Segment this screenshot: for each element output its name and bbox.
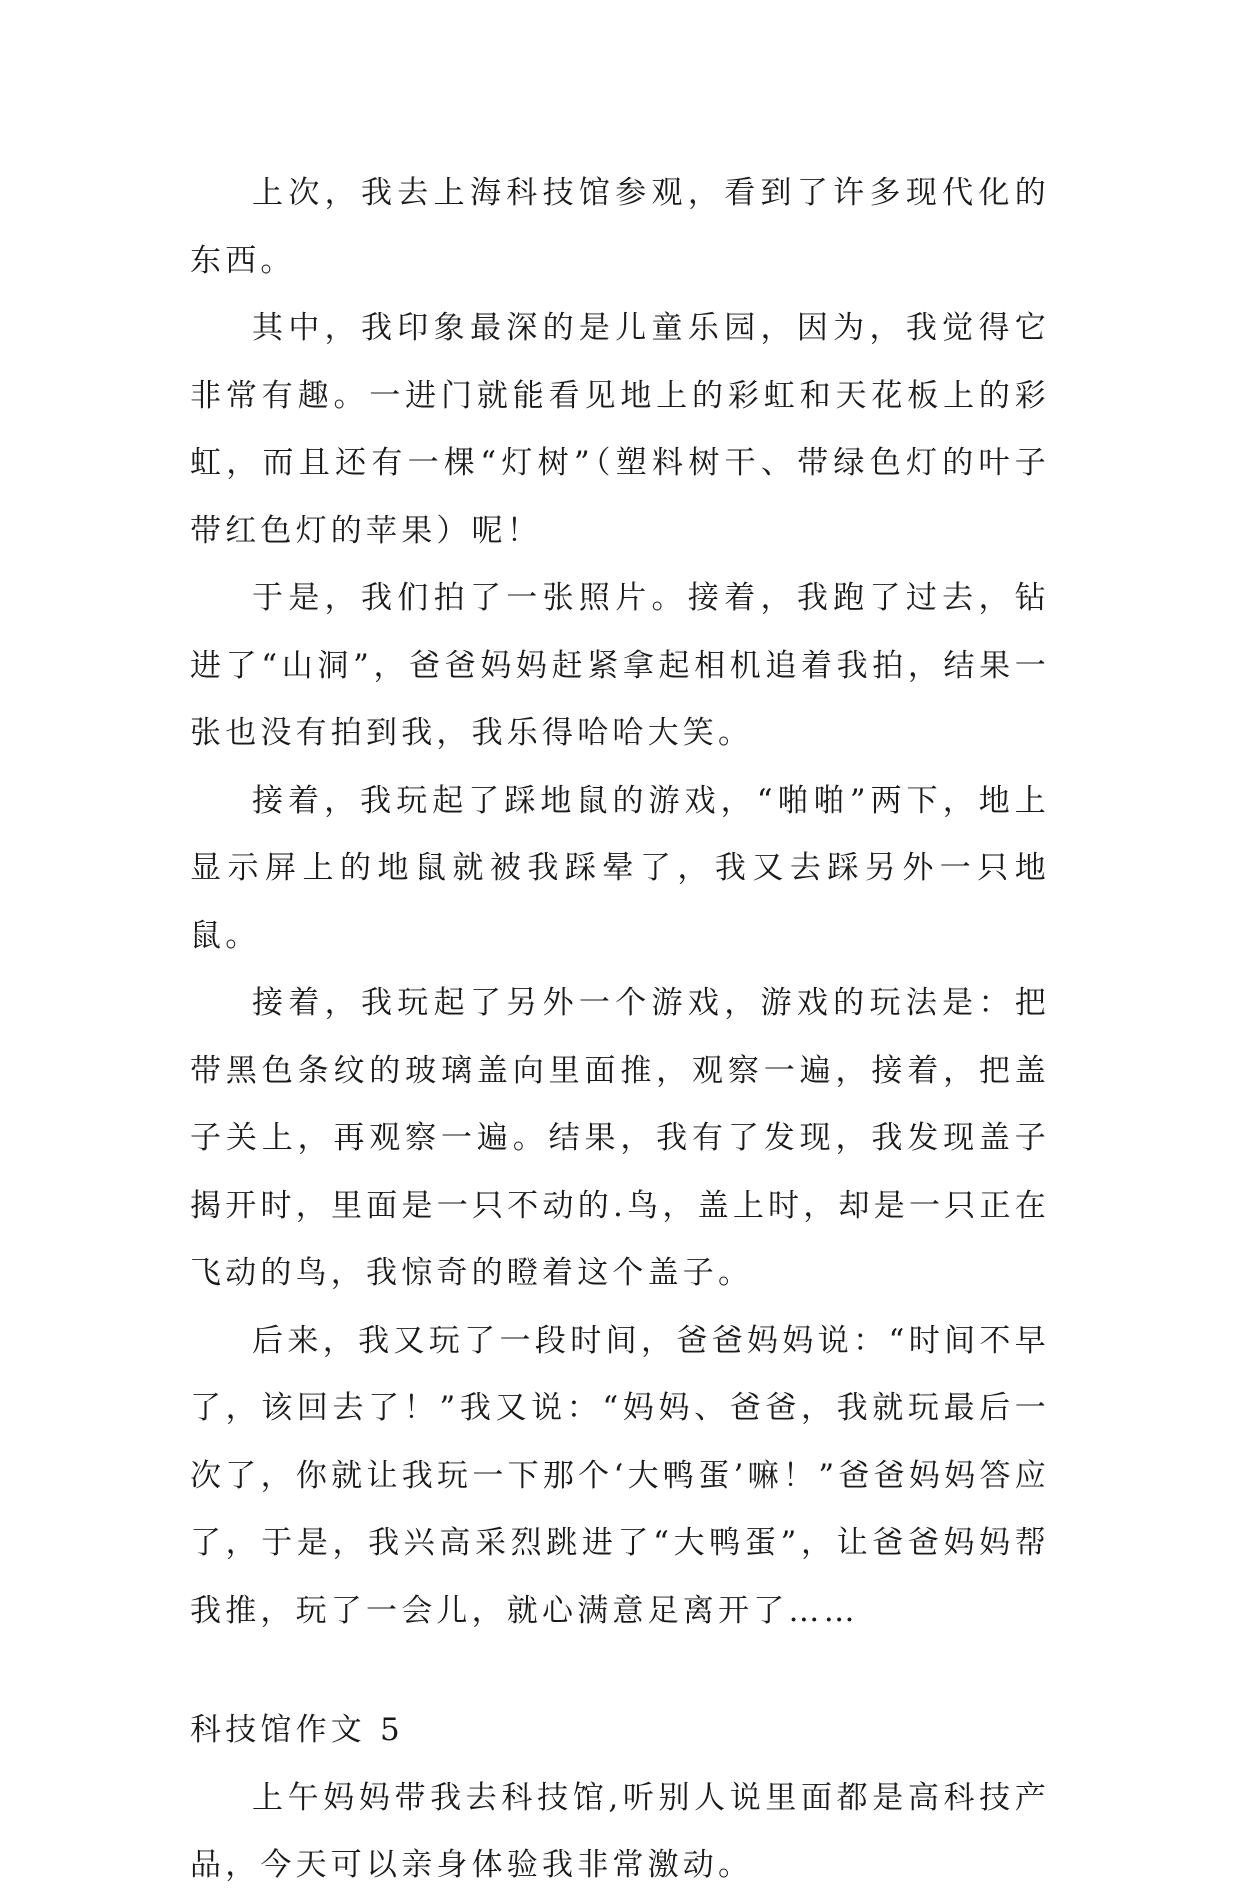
paragraph: 后来，我又玩了一段时间，爸爸妈妈说：“时间不早了，该回去了！”我又说：“妈妈、爸爸，我就玩最后一次了，你就让我玩一下那个‘大鸭蛋’嘛！”爸爸妈妈答应了，于是，我兴高采烈跳进了“大鸭蛋”，让爸爸妈妈帮我推，玩了一会儿，就心满意足离开了…… bbox=[190, 1322, 1050, 1629]
paragraph: 于是，我们拍了一张照片。接着，我跑了过去，钻进了“山洞”，爸爸妈妈赶紧拿起相机追着我拍，结果一张也没有拍到我，我乐得哈哈大笑。 bbox=[190, 580, 1050, 751]
paragraph: 其中，我印象最深的是儿童乐园，因为，我觉得它非常有趣。一进门就能看见地上的彩虹和天花板上的彩虹，而且还有一棵“灯树”（塑料树干、带绿色灯的叶子带红色灯的苹果）呢！ bbox=[190, 310, 1050, 549]
document-body bbox=[190, 160, 1050, 1900]
paragraph: 接着，我玩起了踩地鼠的游戏，“啪啪”两下，地上显示屏上的地鼠就被我踩晕了，我又去踩另外一只地鼠。 bbox=[190, 782, 1050, 954]
paragraph: 上次，我去上海科技馆参观，看到了许多现代化的东西。 bbox=[190, 175, 1050, 279]
paragraph: 接着，我玩起了另外一个游戏，游戏的玩法是：把带黑色条纹的玻璃盖向里面推，观察一遍，接着，把盖子关上，再观察一遍。结果，我有了发现，我发现盖子揭开时，里面是一只不动的.鸟，盖上时，却是一只正在飞动的鸟，我惊奇的瞪着这个盖子。 bbox=[190, 985, 1050, 1291]
paragraph: 上午妈妈带我去科技馆,听别人说里面都是高科技产品，今天可以亲身体验我非常激动。 bbox=[190, 1779, 1050, 1883]
section-heading: 科技馆作文 5 bbox=[190, 1712, 404, 1748]
